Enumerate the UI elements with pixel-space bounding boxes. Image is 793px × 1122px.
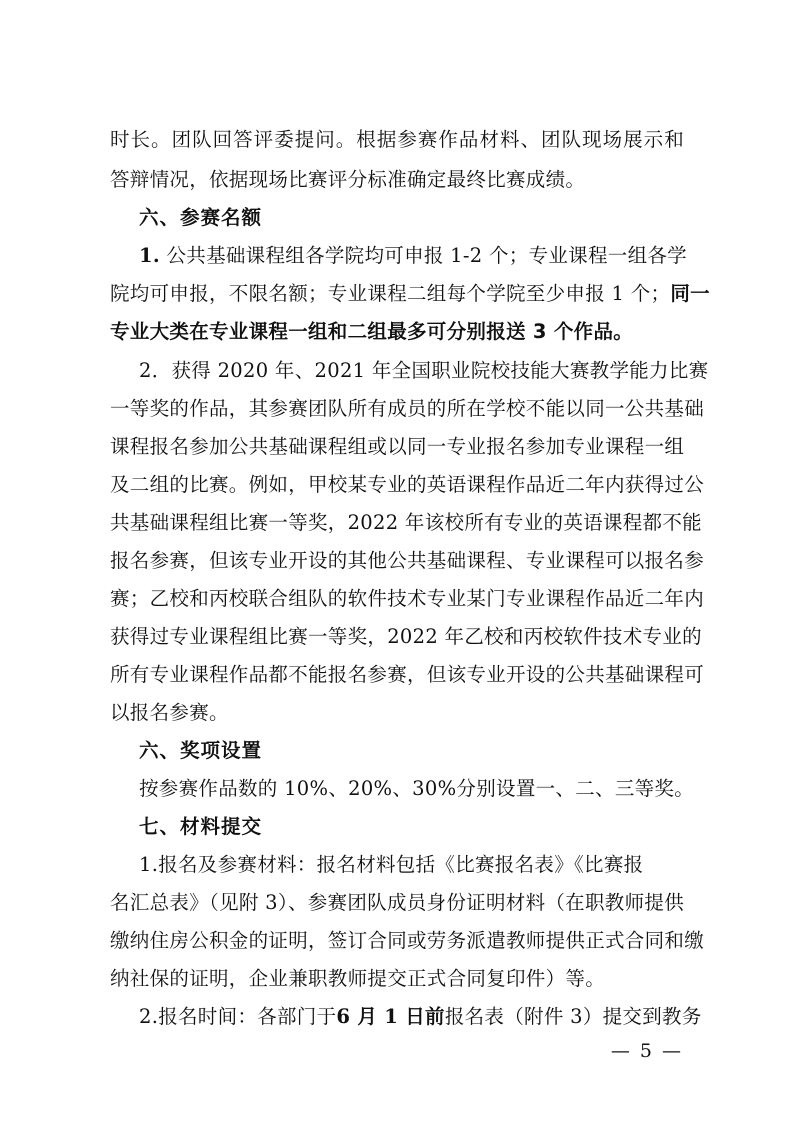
paragraph-line: 一等奖的作品，其参赛团队所有成员的所在学校不能以同一公共基础	[110, 397, 705, 420]
section-heading-awards: 六、奖项设置	[139, 739, 263, 762]
emphasis-text: 同一	[670, 282, 710, 305]
paragraph-line: 及二组的比赛。例如，甲校某专业的英语课程作品近二年内获得过公	[110, 473, 705, 496]
section-heading-quota: 六、参赛名额	[139, 206, 263, 229]
paragraph-line: 共基础课程组比赛一等奖，2022 年该校所有专业的英语课程都不能	[110, 511, 702, 534]
paragraph-line	[110, 282, 710, 305]
paragraph-line	[139, 244, 687, 267]
paragraph-line: 答辩情况，依据现场比赛评分标准确定最终比赛成绩。	[110, 168, 586, 191]
paragraph-line: 2．获得 2020 年、2021 年全国职业院校技能大赛教学能力比赛	[139, 359, 709, 382]
paragraph-line: 课程报名参加公共基础课程组或以同一专业报名参加专业课程一组	[110, 435, 685, 458]
paragraph-line	[139, 1005, 702, 1028]
emphasis-line: 专业大类在专业课程一组和二组最多可分别报送 3 个作品。	[110, 320, 634, 343]
paragraph-text: 公共基础课程组各学院均可申报 1-2 个；专业课程一组各学	[166, 244, 687, 267]
section-heading-materials: 七、材料提交	[139, 815, 263, 838]
paragraph-line: 按参赛作品数的 10%、20%、30%分别设置一、二、三等奖。	[139, 777, 695, 800]
paragraph-line: 缴纳住房公积金的证明，签订合同或劳务派遣教师提供正式合同和缴	[110, 929, 705, 952]
paragraph-line: 赛；乙校和丙校联合组队的软件技术专业某门专业课程作品近二年内	[110, 587, 705, 610]
paragraph-line: 1.报名及参赛材料：报名材料包括《比赛报名表》《比赛报	[139, 853, 644, 876]
item-number: 1.	[139, 244, 160, 267]
paragraph-line: 纳社保的证明，企业兼职教师提交正式合同复印件）等。	[110, 967, 606, 990]
page-number: — 5 —	[610, 1040, 683, 1062]
paragraph-line: 报名参赛，但该专业开设的其他公共基础课程、专业课程可以报名参	[110, 549, 705, 572]
paragraph-line: 所有专业课程作品都不能报名参赛，但该专业开设的公共基础课程可	[110, 663, 705, 686]
paragraph-line: 获得过专业课程组比赛一等奖，2022 年乙校和丙校软件技术专业的	[110, 625, 702, 648]
paragraph-line: 时长。团队回答评委提问。根据参赛作品材料、团队现场展示和	[110, 128, 684, 151]
paragraph-line: 以报名参赛。	[110, 701, 229, 724]
paragraph-text: 院均可申报，不限名额；专业课程二组每个学院至少申报 1 个；	[110, 282, 671, 305]
paragraph-text: 报名表（附件 3）提交到教务	[444, 1005, 702, 1028]
emphasis-text: 6 月 1 日前	[336, 1005, 445, 1028]
paragraph-line: 名汇总表》（见附 3）、参赛团队成员身份证明材料（在职教师提供	[110, 891, 684, 914]
paragraph-text: 2.报名时间：各部门于	[139, 1005, 337, 1028]
